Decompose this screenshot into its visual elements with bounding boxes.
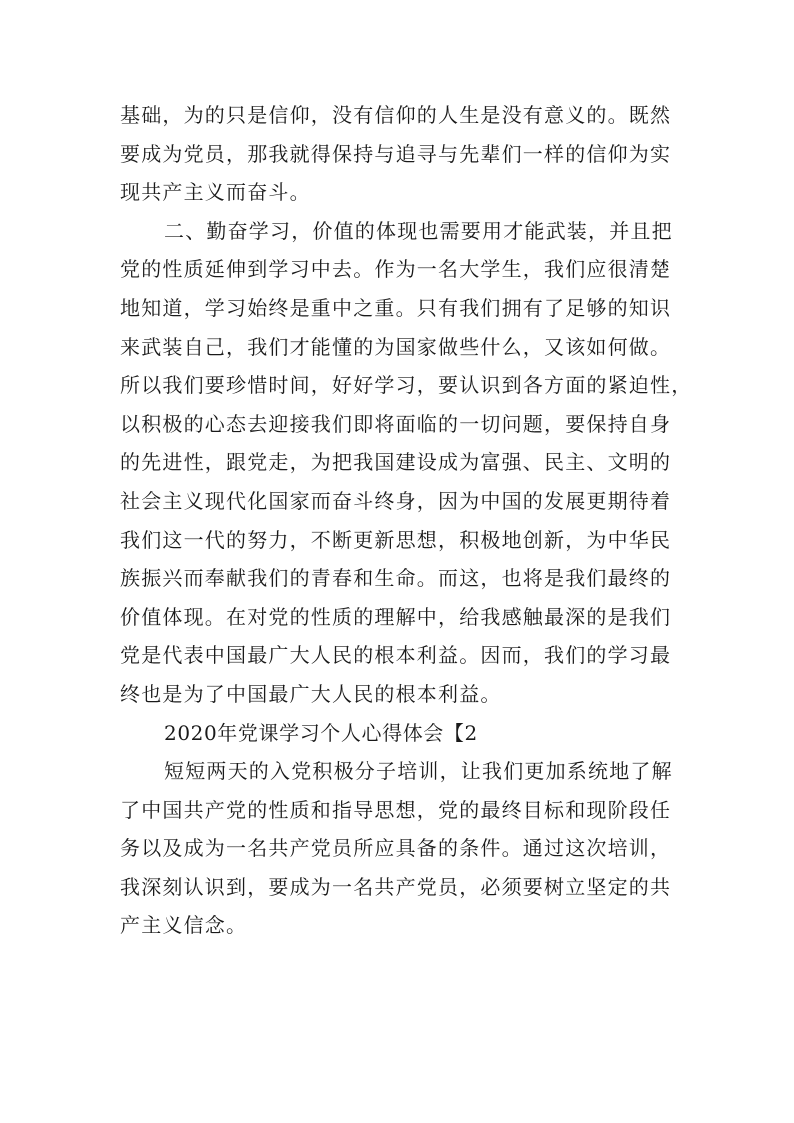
text-line: 以积极的心态去迎接我们即将面临的一切问题，要保持自身 [120, 411, 672, 436]
text-line: 社会主义现代化国家而奋斗终身，因为中国的发展更期待着 [120, 488, 672, 513]
text-line: 务以及成为一名共产党员所应具备的条件。通过这次培训， [120, 836, 672, 861]
text-line: 党是代表中国最广大人民的根本利益。因而，我们的学习最 [120, 643, 672, 668]
paragraph-start-line: 二、勤奋学习，价值的体现也需要用才能武装，并且把 [164, 218, 673, 243]
document-body [120, 96, 692, 945]
paragraph-start-line: 短短两天的入党积极分子培训，让我们更加系统地了解 [164, 759, 673, 784]
text-line: 党的性质延伸到学习中去。作为一名大学生，我们应很清楚 [120, 257, 672, 282]
text-line: 要成为党员，那我就得保持与追寻与先辈们一样的信仰为实 [120, 141, 672, 166]
text-line: 现共产主义而奋斗。 [120, 180, 311, 205]
text-line: 价值体现。在对党的性质的理解中，给我感触最深的是我们 [120, 604, 672, 629]
text-line: 的先进性，跟党走，为把我国建设成为富强、民主、文明的 [120, 450, 672, 475]
text-line: 地知道，学习始终是重中之重。只有我们拥有了足够的知识 [120, 295, 672, 320]
text-line: 来武装自己，我们才能懂的为国家做些什么，又该如何做。 [120, 334, 672, 359]
text-line: 所以我们要珍惜时间，好好学习，要认识到各方面的紧迫性， [120, 373, 693, 398]
text-line: 我们这一代的努力，不断更新思想，积极地创新，为中华民 [120, 527, 672, 552]
text-line: 了中国共产党的性质和指导思想，党的最终目标和现阶段任 [120, 797, 672, 822]
section-heading: 2020年党课学习个人心得体会【2 [164, 720, 478, 745]
text-line: 基础，为的只是信仰，没有信仰的人生是没有意义的。既然 [120, 103, 672, 127]
text-line: 产主义信念。 [120, 913, 248, 938]
text-line: 我深刻认识到，要成为一名共产党员，必须要树立坚定的共 [120, 874, 672, 899]
text-line: 族振兴而奉献我们的青春和生命。而这，也将是我们最终的 [120, 566, 672, 591]
text-line: 终也是为了中国最广大人民的根本利益。 [120, 681, 502, 706]
